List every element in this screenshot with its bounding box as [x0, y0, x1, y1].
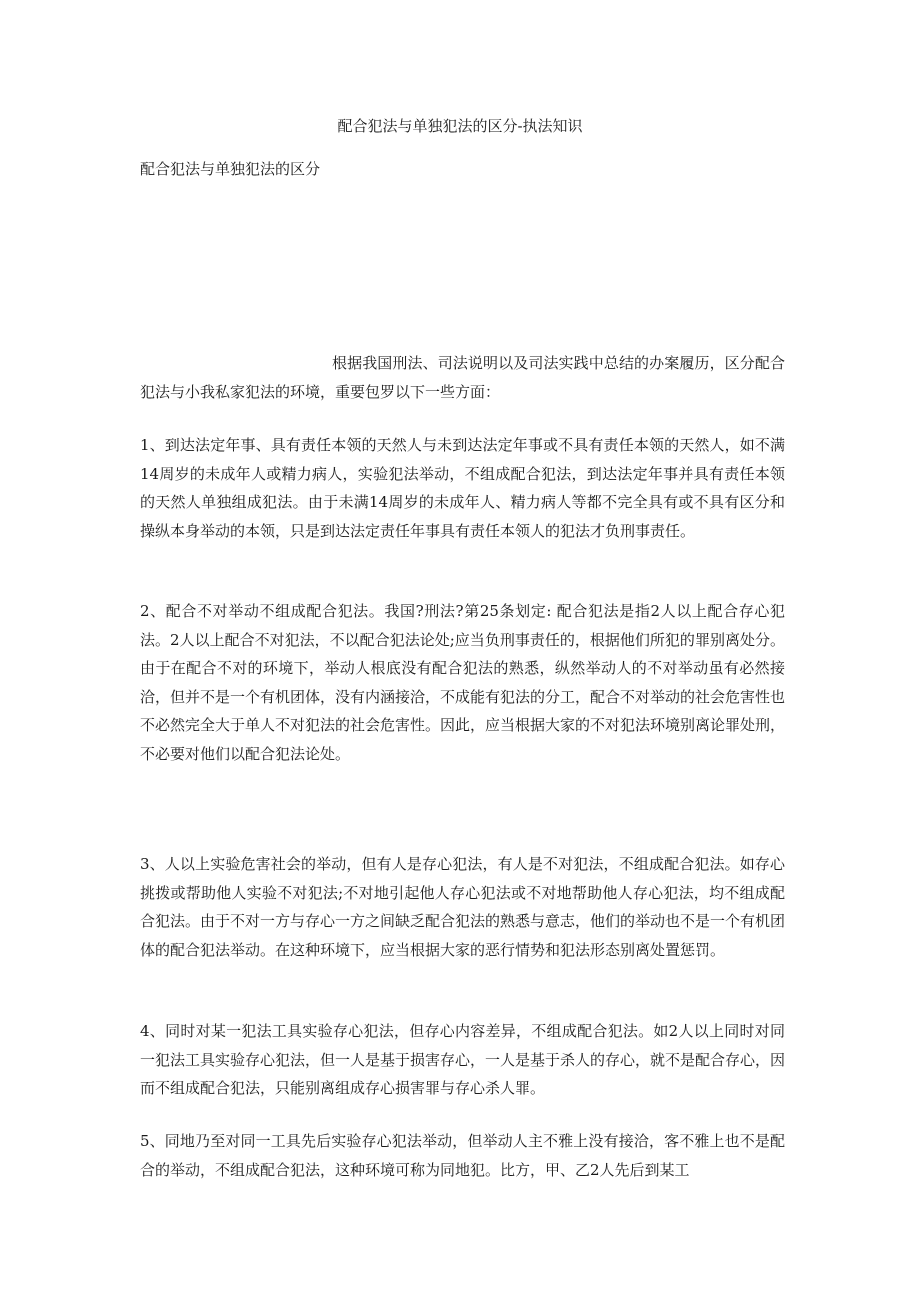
intro-paragraph: 根据我国刑法、司法说明以及司法实践中总结的办案履历，区分配合犯法与小我私家犯法的环境，重要包罗以下一些方面： — [140, 354, 785, 401]
paragraph-1: 1、到达法定年事、具有责任本领的天然人与未到达法定年事或不具有责任本领的天然人，如不满14周岁的未成年人或精力病人，实验犯法举动，不组成配合犯法，到达法定年事并具有责任本领的天然人单独组成犯法。由于未满14周岁的未成年人、精力病人等都不完全具有或不具有区分和操纵本身举动的本领，只是到达法定责任年事具有责任本领人的犯法才负刑事责任。 — [140, 436, 785, 540]
paragraph-5: 5、同地乃至对同一工具先后实验存心犯法举动，但举动人主不雅上没有接洽，客不雅上也不是配合的举动，不组成配合犯法，这种环境可称为同地犯。比方，甲、乙2人先后到某工 — [140, 1132, 785, 1179]
paragraph-3: 3、人以上实验危害社会的举动，但有人是存心犯法，有人是不对犯法，不组成配合犯法。如存心挑拨或帮助他人实验不对犯法;不对地引起他人存心犯法或不对地帮助他人存心犯法，均不组成配合犯法。由于不对一方与存心一方之间缺乏配合犯法的熟悉与意志，他们的举动也不是一个有机团体的配合犯法举动。在这种环境下，应当根据大家的恶行情势和犯法形态别离处置惩罚。 — [140, 855, 786, 959]
paragraph-4: 4、同时对某一犯法工具实验存心犯法，但存心内容差异，不组成配合犯法。如2人以上同时对同一犯法工具实验存心犯法，但一人是基于损害存心，一人是基于杀人的存心，就不是配合存心，因而不组成配合犯法，只能别离组成存心损害罪与存心杀人罪。 — [140, 1022, 786, 1098]
paragraph-2: 2、配合不对举动不组成配合犯法。我国?刑法?第25条划定: 配合犯法是指2人以上配合存心犯法。2人以上配合不对犯法，不以配合犯法论处;应当负刑事责任的，根据他们所犯的罪别离处分。由于在配合不对的环境下，举动人根底没有配合犯法的熟悉，纵然举动人的不对举动虽有必然接洽，但并不是一个有机团体，没有内涵接洽，不成能有犯法的分工，配合不对举动的社会危害性也不必然完全大于单人不对犯法的社会危害性。因此，应当根据大家的不对犯法环境别离论罪处刑，不必要对他们以配合犯法论处。 — [140, 602, 786, 763]
document-subtitle: 配合犯法与单独犯法的区分 — [140, 160, 321, 178]
document-title: 配合犯法与单独犯法的区分-执法知识 — [337, 117, 583, 135]
